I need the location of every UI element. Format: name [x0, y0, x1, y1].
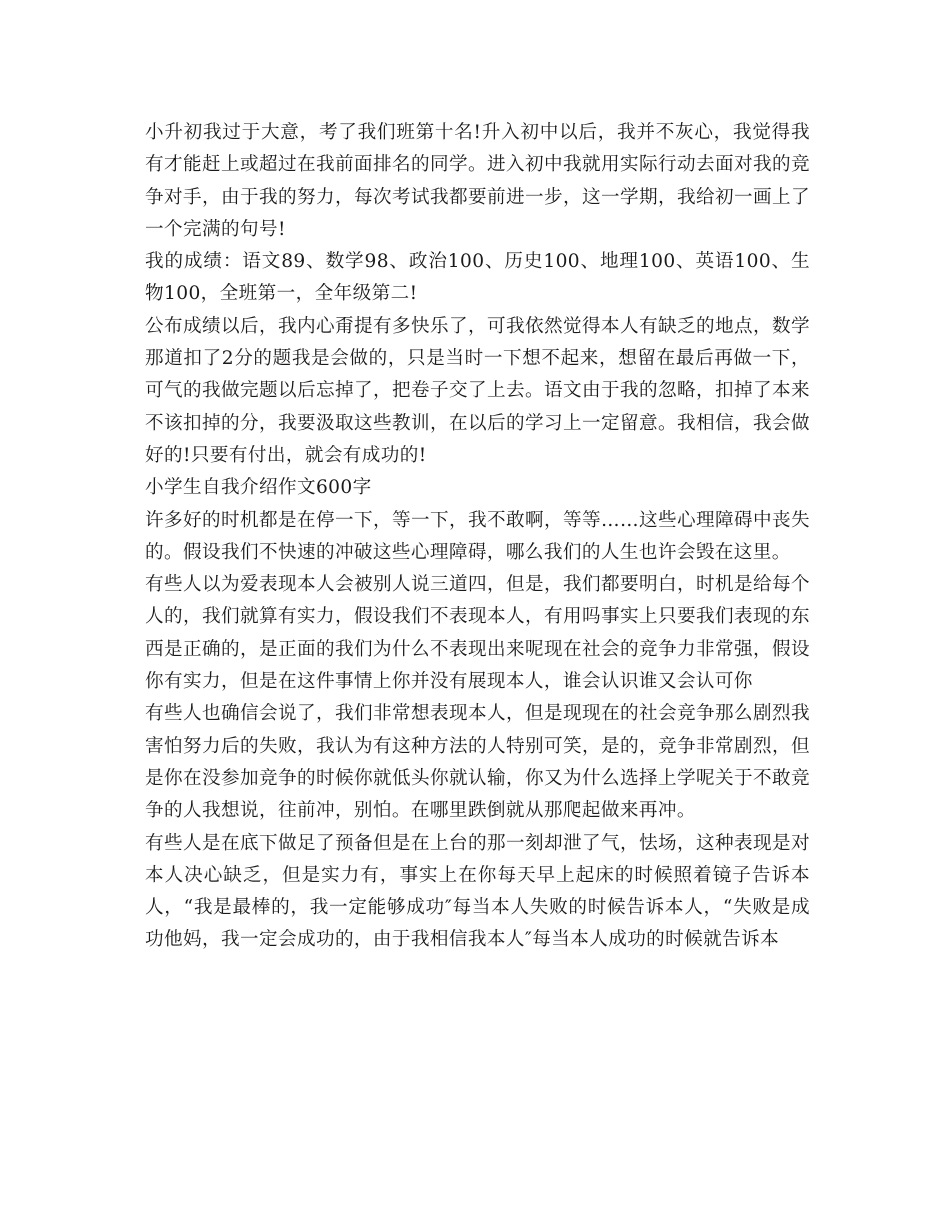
paragraph-reflection: 公布成绩以后，我内心甭提有多快乐了，可我依然觉得本人有缺乏的地点，数学那道扣了2分的题我是会做的，只是当时一下想不起来，想留在最后再做一下，可气的我做完题以后忘掉了，把卷子交了上去。语文由于我的忽略，扣掉了本来不该扣掉的分，我要汲取这些教训，在以后的学习上一定留意。我相信，我会做好的!只要有付出，就会有成功的! [145, 315, 810, 466]
paragraph-competition: 有些人也确信会说了，我们非常想表现本人，但是现现在的社会竞争那么剧烈我害怕努力后的失败，我认为有这种方法的人特别可笑，是的，竞争非常剧烈，但是你在没参加竞争的时候你就低头你就认输，你又为什么选择上学呢关于不敢竞争的人我想说，往前冲，别怕。在哪里跌倒就从那爬起做来再冲。 [145, 703, 810, 822]
paragraph-scores: 我的成绩：语文89、数学98、政治100、历史100、地理100、英语100、生物100，全班第一，全年级第二! [145, 251, 810, 305]
paragraph-self-expression: 有些人以为爱表现本人会被别人说三道四，但是，我们都要明白，时机是给每个人的，我们就算有实力，假设我们不表现本人，有用吗事实上只要我们表现的东西是正确的，是正面的我们为什么不表现出来呢现在社会的竞争力非常强，假设你有实力，但是在这件事情上你并没有展现本人，谁会认识谁又会认可你 [145, 574, 810, 693]
essay-title: 小学生自我介绍作文600字 [145, 477, 372, 499]
paragraph-entrance-exam: 小升初我过于大意，考了我们班第十名!升入初中以后，我并不灰心，我觉得我有才能赶上或超过在我前面排名的同学。进入初中我就用实际行动去面对我的竞争对手，由于我的努力，每次考试我都要前进一步，这一学期，我给初一画上了一个完满的句号! [145, 122, 810, 240]
paragraph-confidence: 有些人是在底下做足了预备但是在上台的那一刻却泄了气，怯场，这种表现是对本人决心缺乏，但是实力有，事实上在你每天早上起床的时候照着镜子告诉本人，“我是最棒的，我一定能够成功″每当本人失败的时候告诉本人，“失败是成功他妈，我一定会成功的，由于我相信我本人″每当本人成功的时候就告诉本 [145, 832, 810, 951]
document-body [145, 117, 810, 957]
paragraph-opportunities: 许多好的时机都是在停一下，等一下，我不敢啊，等等……这些心理障碍中丧失的。假设我们不快速的冲破这些心理障碍，哪么我们的人生也许会毁在这里。 [145, 509, 810, 563]
